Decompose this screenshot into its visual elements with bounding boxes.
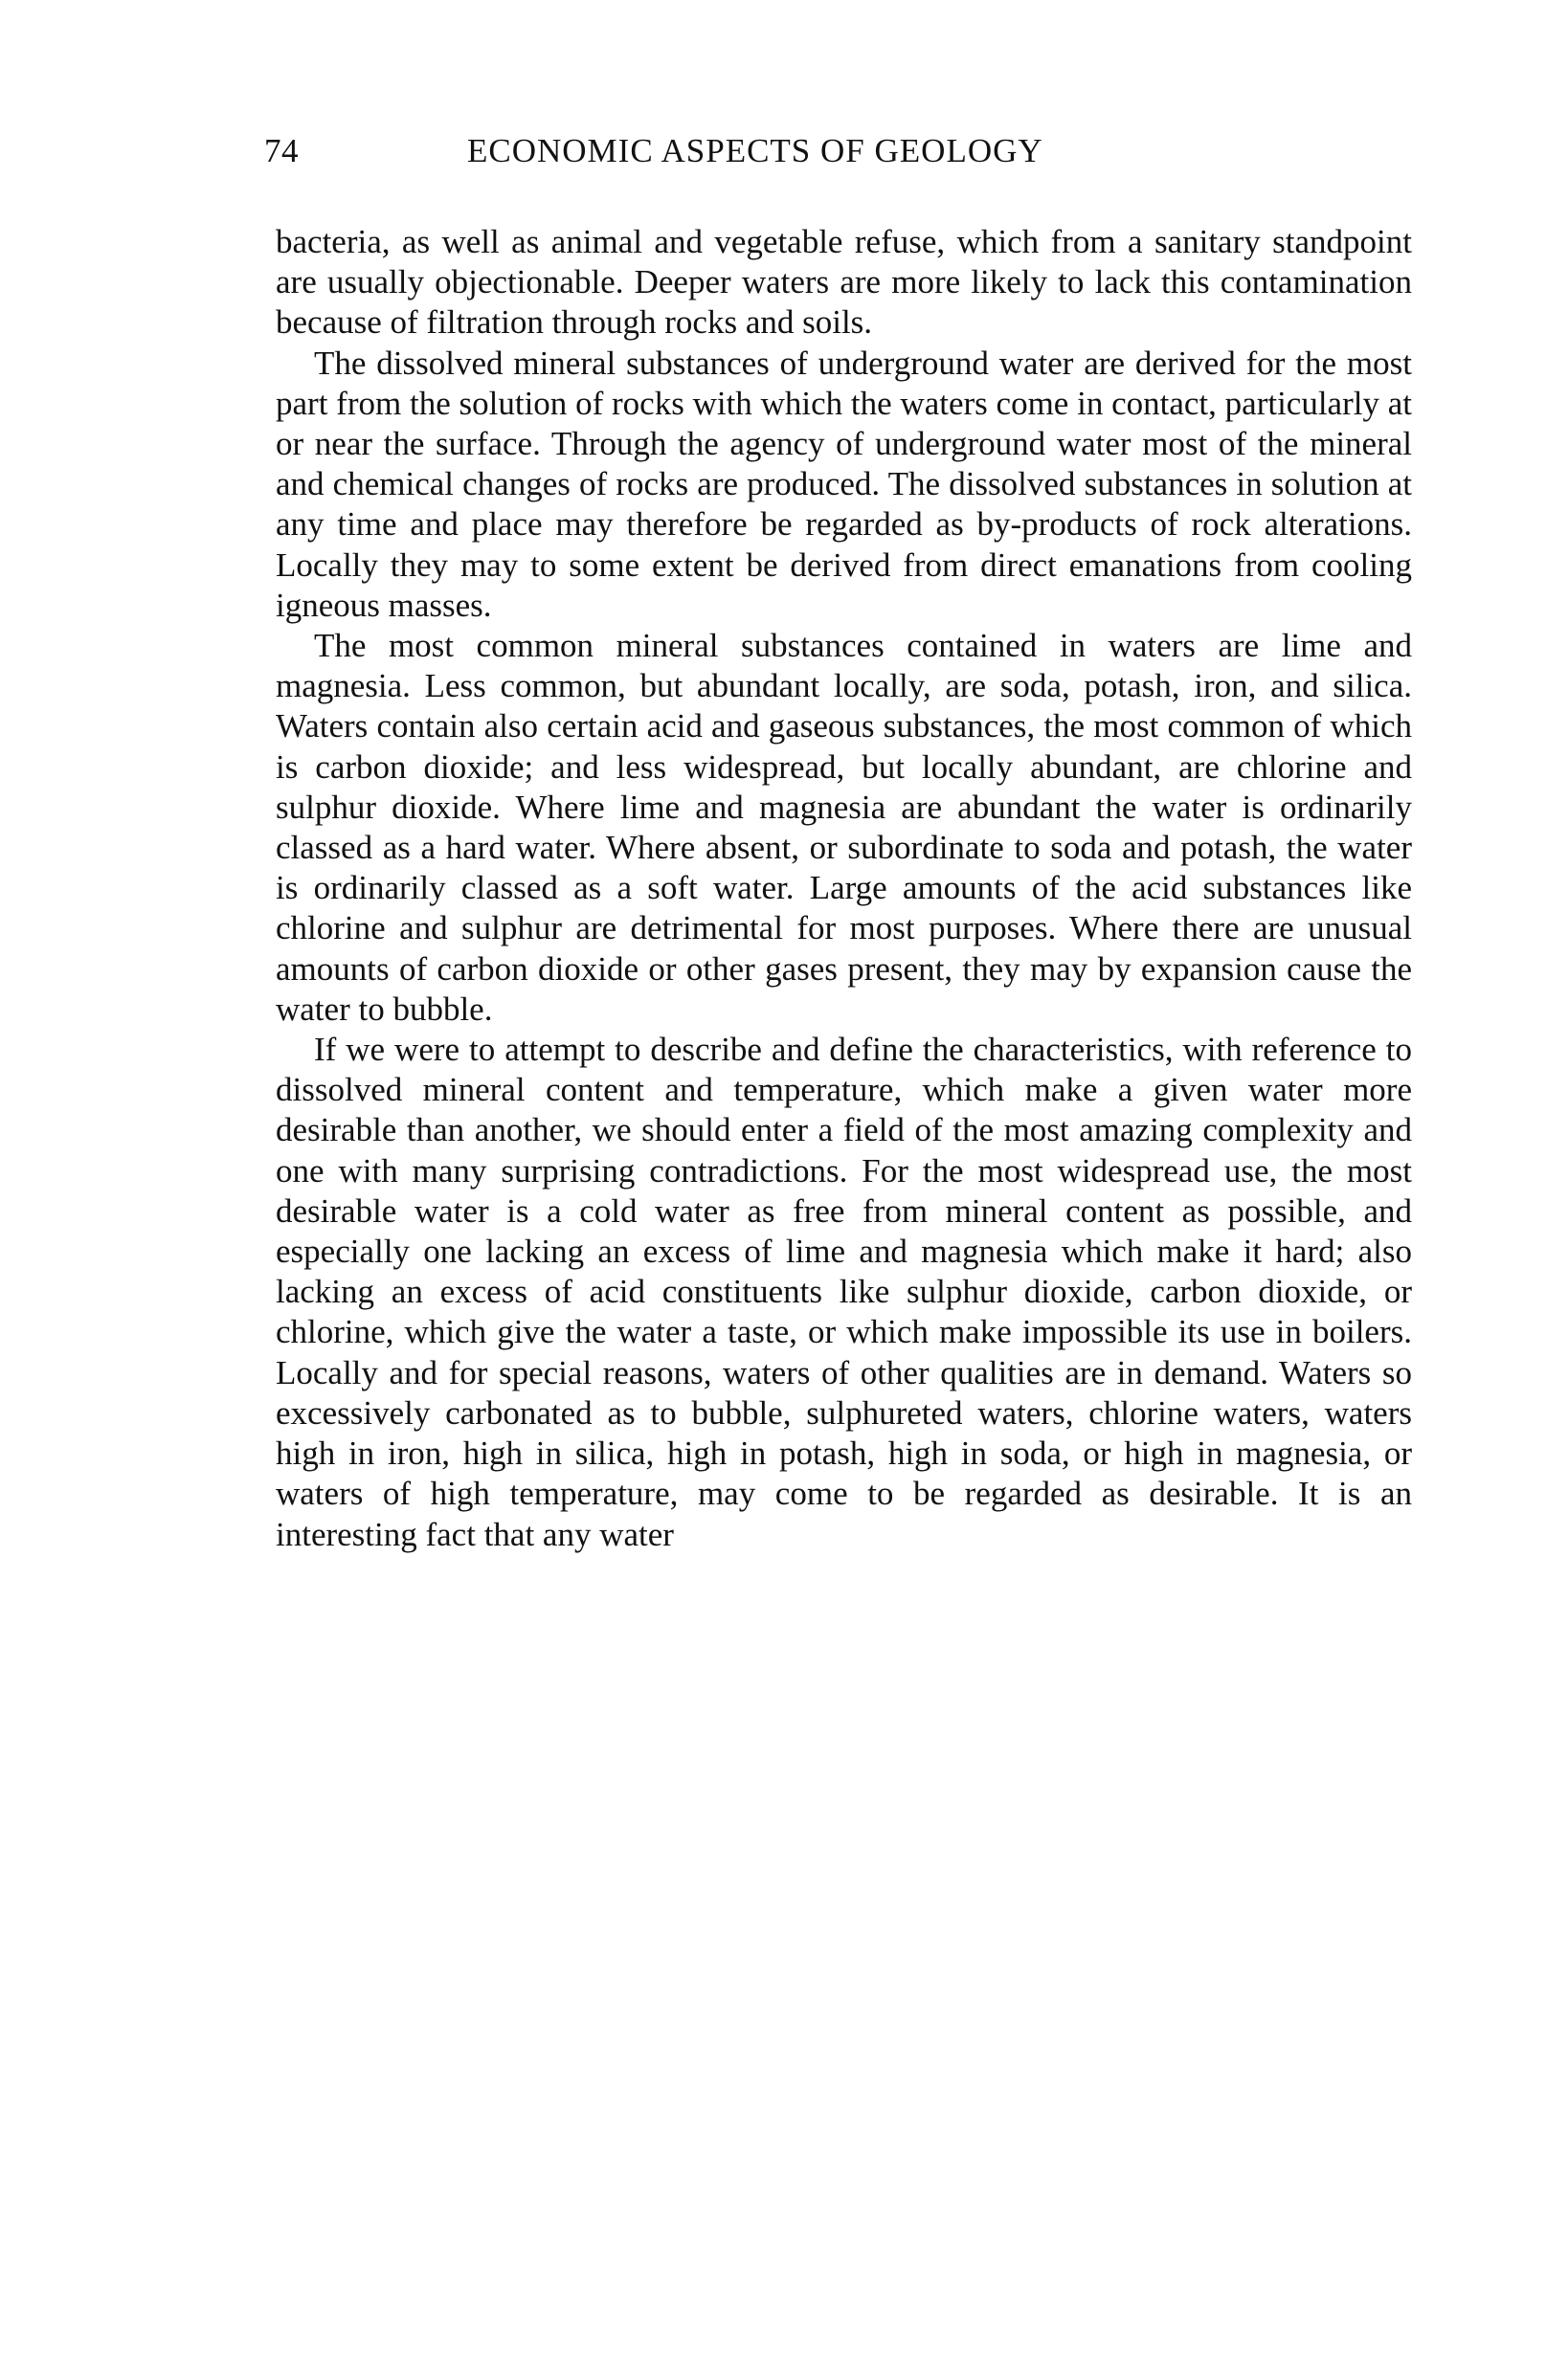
paragraph-dissolved-substances: The dissolved mineral substances of underground water are derived for the most part from the solution of rocks with which the waters come in contact, particularly at or near the surface. Through the agency of underground water most of the mineral and chemical changes of rocks are produced. The dissolved substances in solution at any time and place may therefore be regarded as by-products of rock alterations. Locally they may to some extent be derived from direct emanations from cooling igneous masses. [276,344,1412,624]
paragraph-common-minerals: The most common mineral substances contained in waters are lime and magnesia. Less common, but abundant locally, are soda, potash, iron, and silica. Waters contain also certain acid and gaseous substances, the most common of which is carbon dioxide; and less widespread, but locally abundant, are chlorine and sulphur dioxide. Where lime and magnesia are abundant the water is ordinarily classed as a hard water. Where absent, or subordinate to soda and potash, the water is ordinarily classed as a soft water. Large amounts of the acid substances like chlorine and sulphur are detrimental for most purposes. Where there are unusual amounts of carbon dioxide or other gases present, they may by expansion cause the water to bubble. [276,627,1412,1028]
page-body [276,222,1412,1555]
paragraph-desirable-water: If we were to attempt to describe and define the characteristics, with reference to dissolved mineral content and temperature, which make a given water more desirable than another, we should enter a field of the most amazing complexity and one with many surprising contradictions. For the most widespread use, the most desirable water is a cold water as free from mineral content as possible, and especially one lacking an excess of lime and magnesia which make it hard; also lacking an excess of acid constituents like sulphur dioxide, carbon dioxide, or chlorine, which give the water a taste, or which make impossible its use in boilers. Locally and for special reasons, waters of other qualities are in demand. Waters so excessively carbonated as to bubble, sulphureted waters, chlorine waters, waters high in iron, high in silica, high in potash, high in soda, or high in magnesia, or waters of high temperature, may come to be regarded as desirable. It is an interesting fact that any water [276,1031,1412,1553]
paragraph-continued: bacteria, as well as animal and vegetable refuse, which from a sanitary standpoint are usually objectionable. Deeper waters are more likely to lack this contamination because of filtration through rocks and soils. [276,223,1412,342]
running-title: ECONOMIC ASPECTS OF GEOLOGY [467,132,1043,169]
running-header [264,132,1413,180]
page-number: 74 [264,132,299,169]
